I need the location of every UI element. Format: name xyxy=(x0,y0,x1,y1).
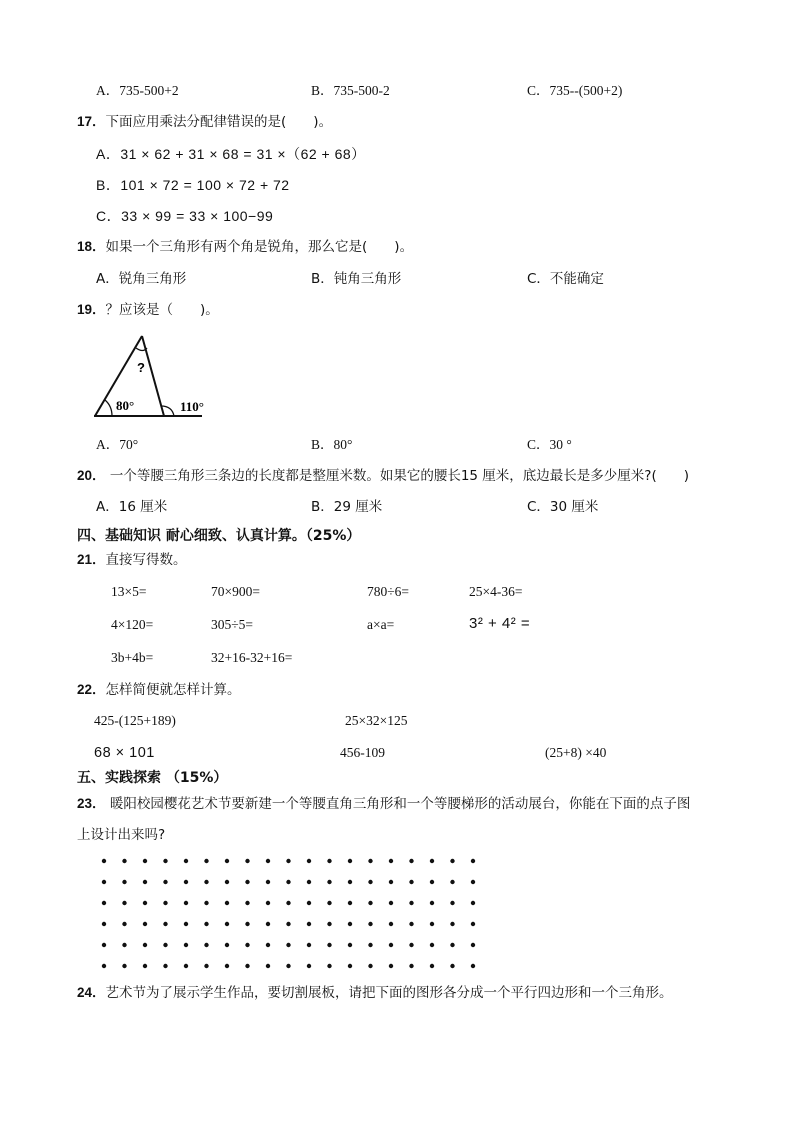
question-23 xyxy=(77,795,690,813)
grid-dot xyxy=(450,943,454,947)
grid-dot xyxy=(368,943,372,947)
q18-option-c: C．不能确定 xyxy=(527,271,604,287)
question-20 xyxy=(77,467,689,485)
grid-dot xyxy=(204,880,208,884)
grid-dot xyxy=(143,901,147,905)
grid-dot xyxy=(471,901,475,905)
question-text: 一个等腰三角形三条边的长度都是整厘米数。如果它的腰长15 厘米，底边最长是多少厘米?( ) xyxy=(105,468,689,484)
q21-item-2: 70×900= xyxy=(211,584,260,599)
grid-dot xyxy=(225,901,229,905)
grid-dot xyxy=(348,943,352,947)
grid-dot xyxy=(409,922,413,926)
question-19 xyxy=(77,301,219,319)
section-5-title: 五、实践探索 （15%） xyxy=(77,770,228,786)
grid-dot xyxy=(143,880,147,884)
grid-dot xyxy=(389,922,393,926)
grid-dot xyxy=(389,901,393,905)
angle-110-label: 110° xyxy=(180,399,204,414)
grid-dot xyxy=(102,901,106,905)
question-18 xyxy=(77,238,413,256)
grid-dot xyxy=(245,943,249,947)
q21-item-1: 13×5= xyxy=(111,584,147,599)
grid-dot xyxy=(266,880,270,884)
grid-dot xyxy=(143,964,147,968)
question-24 xyxy=(77,984,673,1002)
grid-dot xyxy=(204,964,208,968)
q16-option-a: A．735-500+2 xyxy=(96,83,179,98)
question-number: 24． xyxy=(77,985,106,1000)
grid-dot xyxy=(122,943,126,947)
q16-option-c: C．735--(500+2) xyxy=(527,83,623,98)
q17-option-b: B．101 × 72 = 100 × 72 + 72 xyxy=(96,177,290,193)
triangle-right-side xyxy=(142,336,164,416)
grid-dot xyxy=(245,901,249,905)
grid-dot xyxy=(163,901,167,905)
grid-dot xyxy=(430,901,434,905)
grid-dot xyxy=(184,964,188,968)
grid-dot xyxy=(368,964,372,968)
angle-80-label: 80° xyxy=(116,398,135,413)
grid-dot xyxy=(102,880,106,884)
unknown-angle-label: ? xyxy=(137,360,145,375)
grid-dot xyxy=(245,964,249,968)
question-23-line-2: 上设计出来吗? xyxy=(77,827,166,843)
question-text: 艺术节为了展示学生作品，要切割展板，请把下面的图形各分成一个平行四边形和一个三角形。 xyxy=(105,985,673,1001)
q17-option-a: A．31 × 62 + 31 × 68 = 31 ×（62 + 68） xyxy=(96,146,366,162)
grid-dot xyxy=(266,859,270,863)
grid-dot xyxy=(122,901,126,905)
question-number: 22． xyxy=(77,682,106,697)
grid-dot xyxy=(471,964,475,968)
grid-dot xyxy=(286,964,290,968)
grid-dot xyxy=(368,859,372,863)
grid-dot xyxy=(307,964,311,968)
question-text: 直接写得数。 xyxy=(105,552,187,568)
grid-dot xyxy=(348,859,352,863)
grid-dot xyxy=(471,859,475,863)
q22-item-3: 68 × 101 xyxy=(94,745,155,761)
grid-dot xyxy=(266,943,270,947)
grid-dot xyxy=(184,901,188,905)
question-number: 20． xyxy=(77,468,106,483)
grid-dot xyxy=(122,964,126,968)
grid-dot xyxy=(143,859,147,863)
grid-dot xyxy=(409,859,413,863)
grid-dot xyxy=(225,964,229,968)
grid-dot xyxy=(245,922,249,926)
grid-dot xyxy=(471,943,475,947)
question-21 xyxy=(77,551,187,569)
grid-dot xyxy=(368,901,372,905)
grid-dot xyxy=(225,943,229,947)
grid-dot xyxy=(368,880,372,884)
grid-dot xyxy=(225,922,229,926)
grid-dot xyxy=(184,943,188,947)
question-number: 23． xyxy=(77,796,106,811)
grid-dot xyxy=(430,943,434,947)
grid-dot xyxy=(143,943,147,947)
grid-dot xyxy=(430,922,434,926)
grid-dot xyxy=(184,922,188,926)
q21-item-4: 25×4-36= xyxy=(469,584,523,599)
q21-item-5: 4×120= xyxy=(111,617,154,632)
grid-dot xyxy=(327,859,331,863)
grid-dot xyxy=(389,859,393,863)
left-angle-arc xyxy=(105,400,112,416)
grid-dot xyxy=(184,880,188,884)
grid-dot xyxy=(348,880,352,884)
grid-dot xyxy=(184,859,188,863)
grid-dot xyxy=(286,901,290,905)
grid-dot xyxy=(307,880,311,884)
grid-dot xyxy=(450,880,454,884)
grid-dot xyxy=(471,880,475,884)
grid-dot xyxy=(389,880,393,884)
grid-dot xyxy=(266,964,270,968)
grid-dot xyxy=(307,922,311,926)
grid-dot xyxy=(471,922,475,926)
grid-dot xyxy=(409,901,413,905)
grid-dot xyxy=(286,943,290,947)
grid-dot xyxy=(389,943,393,947)
q21-item-3: 780÷6= xyxy=(367,584,410,599)
grid-dot xyxy=(430,859,434,863)
grid-dot xyxy=(450,964,454,968)
grid-dot xyxy=(307,943,311,947)
grid-dot xyxy=(163,943,167,947)
q17-option-c: C．33 × 99 = 33 × 100−99 xyxy=(96,208,274,224)
grid-dot xyxy=(327,901,331,905)
q22-item-1: 425-(125+189) xyxy=(94,713,176,728)
q19-option-a: A．70° xyxy=(96,437,139,452)
grid-dot xyxy=(450,922,454,926)
dot-grid xyxy=(98,855,478,975)
grid-dot xyxy=(122,922,126,926)
grid-dot xyxy=(307,901,311,905)
grid-dot xyxy=(204,859,208,863)
q22-item-4: 456-109 xyxy=(340,745,385,760)
q21-item-6: 305÷5= xyxy=(211,617,254,632)
grid-dot xyxy=(307,859,311,863)
question-number: 17． xyxy=(77,114,106,129)
grid-dot xyxy=(286,859,290,863)
grid-dot xyxy=(204,943,208,947)
grid-dot xyxy=(327,964,331,968)
question-number: 21． xyxy=(77,552,106,567)
q21-item-9: 3b+4b= xyxy=(111,650,154,665)
grid-dot xyxy=(389,964,393,968)
grid-dot xyxy=(348,922,352,926)
grid-dot xyxy=(245,859,249,863)
question-text: 下面应用乘法分配律错误的是( )。 xyxy=(105,114,333,130)
question-text: ？应该是（ )。 xyxy=(105,302,219,318)
grid-dot xyxy=(225,880,229,884)
q22-item-2: 25×32×125 xyxy=(345,713,408,728)
grid-dot xyxy=(163,922,167,926)
q22-item-5: (25+8) ×40 xyxy=(545,745,607,760)
grid-dot xyxy=(286,880,290,884)
question-22 xyxy=(77,681,241,699)
grid-dot xyxy=(204,922,208,926)
q18-option-a: A．锐角三角形 xyxy=(96,271,187,287)
q16-option-b: B．735-500-2 xyxy=(311,83,390,98)
grid-dot xyxy=(409,880,413,884)
grid-dot xyxy=(163,964,167,968)
q21-item-7: a×a= xyxy=(367,617,395,632)
triangle-figure xyxy=(90,330,220,425)
question-17 xyxy=(77,113,332,131)
grid-dot xyxy=(266,901,270,905)
grid-dot xyxy=(122,859,126,863)
grid-dot xyxy=(163,859,167,863)
q20-option-b: B．29 厘米 xyxy=(311,499,383,515)
grid-dot xyxy=(102,964,106,968)
question-number: 18． xyxy=(77,239,106,254)
grid-dot xyxy=(450,901,454,905)
grid-dot xyxy=(368,922,372,926)
grid-dot xyxy=(245,880,249,884)
grid-dot xyxy=(327,922,331,926)
grid-dot xyxy=(348,964,352,968)
grid-dot xyxy=(430,880,434,884)
grid-dot xyxy=(102,922,106,926)
grid-dot xyxy=(409,943,413,947)
grid-dot xyxy=(286,922,290,926)
grid-dot xyxy=(225,859,229,863)
question-text-line-1: 暖阳校园樱花艺术节要新建一个等腰直角三角形和一个等腰梯形的活动展台，你能在下面的点子图 xyxy=(105,796,691,812)
section-4-title: 四、基础知识 耐心细致、认真计算。（25%） xyxy=(77,528,361,544)
grid-dot xyxy=(163,880,167,884)
grid-dot xyxy=(450,859,454,863)
grid-dot xyxy=(327,943,331,947)
grid-dot xyxy=(204,901,208,905)
question-text: 如果一个三角形有两个角是锐角，那么它是( )。 xyxy=(105,239,414,255)
q19-option-c: C．30 ° xyxy=(527,437,572,452)
grid-dot xyxy=(430,964,434,968)
grid-dot xyxy=(102,943,106,947)
grid-dot xyxy=(143,922,147,926)
q20-option-a: A．16 厘米 xyxy=(96,499,168,515)
question-text: 怎样简便就怎样计算。 xyxy=(105,682,241,698)
q21-item-10: 32+16-32+16= xyxy=(211,650,293,665)
grid-dot xyxy=(122,880,126,884)
grid-dot xyxy=(409,964,413,968)
grid-dot xyxy=(266,922,270,926)
grid-dot xyxy=(327,880,331,884)
question-number: 19． xyxy=(77,302,106,317)
q19-option-b: B．80° xyxy=(311,437,353,452)
q20-option-c: C．30 厘米 xyxy=(527,499,599,515)
q18-option-b: B．钝角三角形 xyxy=(311,271,402,287)
grid-dot xyxy=(102,859,106,863)
q21-item-8: 3² + 4² = xyxy=(469,615,531,632)
grid-dot xyxy=(348,901,352,905)
